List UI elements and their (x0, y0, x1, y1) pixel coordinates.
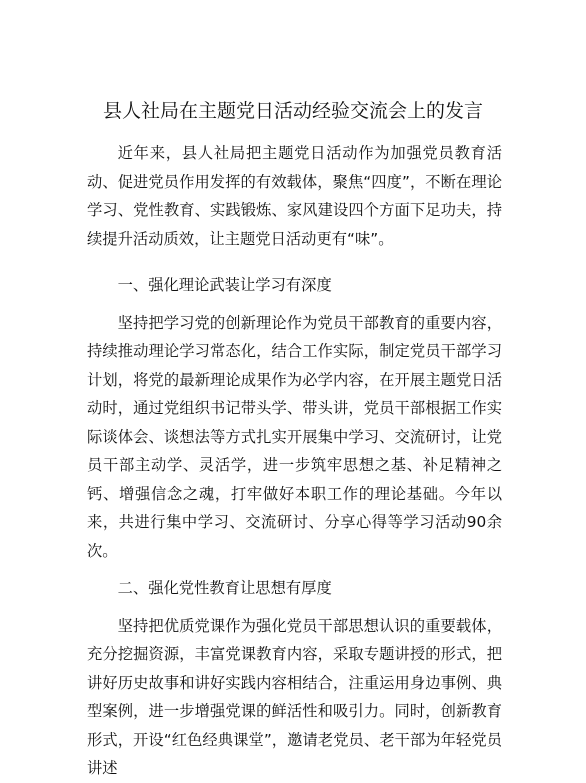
document-body (87, 139, 502, 783)
document-title: 县人社局在主题党日活动经验交流会上的发言 (102, 100, 483, 122)
section-2-heading: 二、强化党性教育让思想有厚度 (117, 579, 332, 597)
intro-paragraph: 近年来，县人社局把主题党日活动作为加强党员教育活动、促进党员作用发挥的有效载体，聚焦“四度”，不断在理论学习、党性教育、实践锻炼、家风建设四个方面下足功夫，持续提升活动质效，让主题党日活动更有“味”。 (87, 144, 502, 248)
section-1-paragraph: 坚持把学习党的创新理论作为党员干部教育的重要内容，持续推动理论学习常态化，结合工作实际，制定党员干部学习计划，将党的最新理论成果作为必学内容，在开展主题党日活动时，通过党组织书记带头学、带头讲，党员干部根据工作实际谈体会、谈想法等方式扎实开展集中学习、交流研讨，让党员干部主动学、灵活学，进一步筑牢思想之基、补足精神之钙、增强信念之魂，打牢做好本职工作的理论基础。今年以来，共进行集中学习、交流研讨、分享心得等学习活动90余次。 (87, 313, 502, 560)
section-1-heading: 一、强化理论武装让学习有深度 (117, 276, 332, 294)
section-2-paragraph: 坚持把优质党课作为强化党员干部思想认识的重要载体，充分挖掘资源，丰富党课教育内容，采取专题讲授的形式，把讲好历史故事和讲好实践内容相结合，注重运用身边事例、典型案例，进一步增强党课的鲜活性和吸引力。同时，创新教育形式，开设“红色经典课堂”，邀请老党员、老干部为年轻党员讲述 (87, 616, 502, 777)
